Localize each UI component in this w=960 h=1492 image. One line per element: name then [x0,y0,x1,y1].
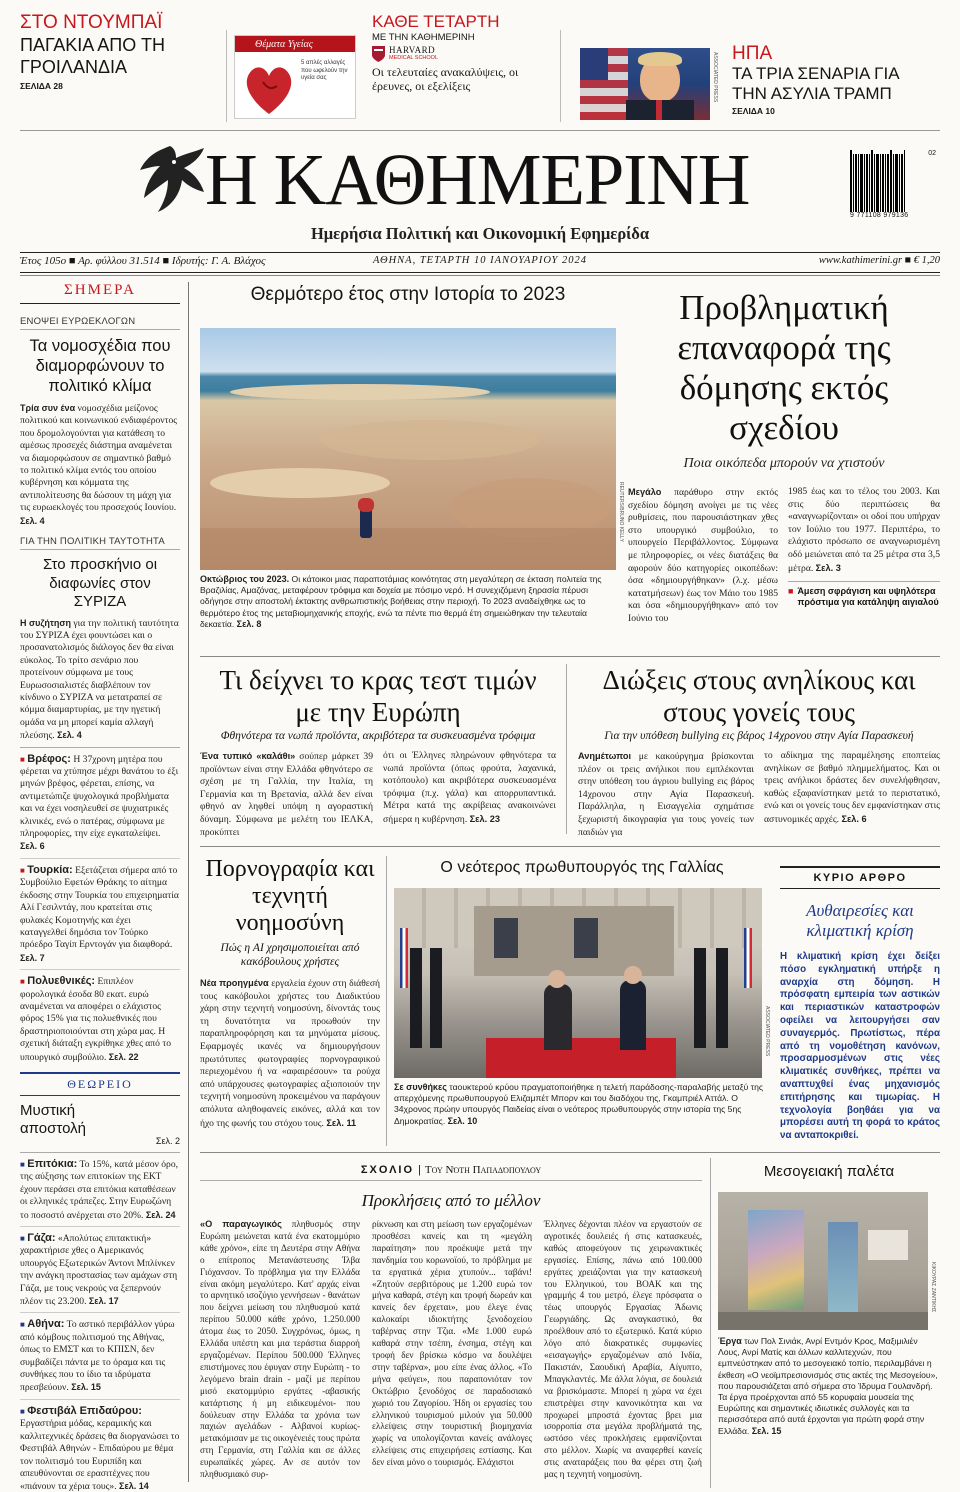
bullying-ref: Σελ. 6 [841,813,867,824]
brief-ref: Σελ. 22 [108,1051,139,1062]
crash-test-story[interactable] [200,664,556,838]
crash-lead: Ένα τυπικό «καλάθι» [200,751,296,761]
brief-text: Το 15%, κατά μέσον όρο, της αύξησης των επιτοκίων της ΕΚΤ έχουν περάσει στα επιτόκια καταθέσεων οι ελληνικές τράπεζες. Στην Ευρωζώνη το ποσοστό ανέρχεται στο 20%. [20,1158,179,1221]
barcode [850,150,936,230]
theoreio-title: Μυστική αποστολή [20,1101,87,1137]
masthead-subtitle: Ημερήσια Πολιτική και Οικονομική Εφημερίδα [310,224,650,243]
ai-ref: Σελ. 11 [326,1117,357,1128]
brief-ref: Σελ. 17 [88,1296,119,1307]
heart-illustration-icon [239,54,299,119]
story-body: νομοσχέδια μείζονος πολιτικού και κοινωνικού ενδιαφέροντος που δρομολογούνται για κατάθεση το αμέσως προσεχές διάστημα αναμένεται να διαμορφώσουν σε σημαντικό βαθμό το πολιτικό κλίμα εντός του οποίου κυβέρνηση και κόμματα της αντιπολίτευσης θα δώσουν τη μάχη για τις ευρωεκλογές του προσεχούς Ιουνίου. [20,403,178,514]
brief-text: Εξετάζεται σήμερα από το Συμβούλιο Εφετών Θράκης το αίτημα έκδοσης στην Τουρκία του επιχειρηματία Αλί Γεσιλντάγ, που κρατείται στις φυλακές Κομοτηνής και έχει καταγγελθεί δημόσια τον Τούρκο πρόεδρο Ταγίπ Ερντογάν για διαφθορά. [20,864,179,951]
brief-lead: Βρέφος: [27,752,71,765]
story-kicker: ΓΙΑ ΤΗΝ ΠΟΛΙΤΙΚΗ ΤΑΥΤΟΤΗΤΑ [20,536,180,550]
bullying-subtitle: Για την υπόθεση bullying εις βάρος 14χρονου στην Αγία Παρασκευή [604,730,914,742]
trump-photo [580,48,710,120]
brief-ref: Σελ. 15 [71,1382,101,1393]
brief-text: Εργαστήρια μόδας, κεραμικής και καλλιτεχνικές δράσεις θα διοργανώσει το Φεστιβάλ Αθηνών - Επιδαύρου με θέμα τον πολιτισμό του Ευριπίδη και απευθύνονται σε ερασιτέχνες που «πιάνουν τα χέρια τους». [20,1418,180,1492]
crash-ref: Σελ. 23 [469,813,500,824]
photo-credit: ΚΙΚΟΥΡΑΣ ΖΑΝΤΙΚΗΣ [930,1262,936,1313]
lead-col2-text: 1985 έως και το τέλος του 2003. Και στις δύο περιπτώσεις θα «αναγνωρίζονται» οι οδοί που υπήρχαν τον Ιούλιο του 1977. Περιπτέρω, το ελάχιστο πρόσωπο σε αναγνωρισμένη οδό μειώνεται από τα 25 μέτρα στα 3,5 μέτρα. [788,486,940,574]
story-body: για την πολιτική ταυτότητα του ΣΥΡΙΖΑ έχει φουντώσει και ο προσανατολισμός διάλογος δεν θα είναι εύκολος. Το τρίτο σενάριο που προτείνουν σύμφωνα με τους Ευρωσοσιαλιστές διαβλέπουν τον κίνδυνο ο ΣΥΡΙΖΑ να μετατραπεί σε κόμμα διαμαρτυρίας, με την ηγετική ομάδα να μη μπορεί καμία αλλαγή πλεύσης. [20,617,179,742]
lead-headline: Προβληματική επαναφορά της δόμησης εκτός σχεδίου [677,288,891,447]
climate-title: Θερμότερο έτος στην Ιστορία το 2023 [250,284,566,305]
brief-lead: Πολυεθνικές: [27,975,96,988]
teaser-title: ΠΑΓΑΚΙΑ ΑΠΟ ΤΗ ΓΡΟΙΛΑΝΔΙΑ [20,35,165,77]
crash-column-2 [383,750,556,839]
brief-ref: Σελ. 7 [20,952,45,963]
comment-header: ΣΧΟΛΙΟ [360,1164,415,1176]
bullying-headline: Διώξεις στους ανηλίκους και στους γονείς τους [602,665,916,727]
exhibition-caption [718,1336,940,1437]
insert-blurb: 5 απλές αλλαγές που ωφελούν την υγεία σας [301,60,348,81]
amazon-drought-photo [200,328,616,570]
bullying-column-1 [578,750,754,839]
exhibition-story[interactable] [718,1162,940,1488]
health-insert-thumbnail[interactable] [234,35,356,119]
brief-lead: Γάζα: [27,1232,56,1244]
masthead-title: Η ΚΑΘΗΜΕΡΙΝΗ [205,139,750,220]
issue-date: ΑΘΗΝΑ, ΤΕΤΑΡΤΗ 10 ΙΑΝΟΥΑΡΙΟΥ 2024 [373,255,587,266]
sidebar-briefs [20,747,180,1064]
sidebar-briefs-2 [20,1152,180,1492]
brief-lead: Τουρκία: [27,863,73,876]
lead-subtitle: Ποια οικόπεδα μπορούν να χτιστούν [683,456,885,471]
photo-credit: ASSOCIATED PRESS [764,1006,770,1057]
related-text: Άμεση σφράγιση και υψηλότερα πρόστιμα για κατάληψη αιγιαλού [797,586,939,608]
editorial-header: ΚΥΡΙΟ ΑΡΘΡΟ [780,866,940,889]
teaser-kicker: ΚΑΘΕ ΤΕΤΑΡΤΗ [372,12,500,31]
teaser-kicker: ΗΠΑ [732,43,773,64]
comment-author: Του Νότη Παπαδόπουλου [424,1164,542,1176]
comment-column-2 [372,1219,532,1481]
brief-text: «Απολύτως επιτακτική» χαρακτήρισε χθες ο Αμερικανός υπουργός Εξωτερικών Άντονι Μπλίνκεν την ανάγκη προστασίας των αμάχων στη Γάζα, με τους νεκρούς να ξεπερνούν πλέον τις 23.200. [20,1233,178,1308]
crash-headline: Τι δείχνει το κρας τεστ τιμών με την Ευρώπη [219,665,537,727]
story-title: Τα νομοσχέδια που διαμορφώνουν το πολιτικό κλίμα [29,337,171,395]
harvard-shield-icon [372,46,385,62]
teaser-text: Οι τελευταίες ανακαλύψεις, οι έρευνες, οι εξελίξεις [372,65,519,93]
lead-ref: Σελ. 3 [815,562,841,573]
handover-ceremony-photo [394,888,762,1078]
brand-sub: MEDICAL SCHOOL [389,55,439,61]
sidebar-today [20,282,180,1492]
story-ref: Σελ. 4 [57,730,82,741]
caption-ref: Σελ. 10 [447,1115,478,1126]
theoreio-ref: Σελ. 2 [155,1135,180,1146]
comment-col2-text: ρίκνωση και στη μείωση των εργαζομένων προσθέσει κανείς και τη «μεγάλη παραίτηση» που προέκυψε μετά την πανδημία του κορωνοϊού, το πρόβλημα με τα εργατικά χέρια χτυπούν... ταβάνι! «Ζητούν σερβιτόρους με 1.200 ευρώ τον μήνα καθαρά, στέγη και τροφή δωρεάν και κανείς δεν έρχεται», μου έλεγε ένας καλοκαίρι ιδιοκτήτης ξενοδοχείου ταβέρνας στην Τζια. «Με 1.000 ευρώ καθαρά στην τσέπη, ένσημα, στέγη και τροφή δεν βρίσκω κόσμο να δουλέψει στην ταβέρνα», μου είπε ένας άλλος. «Το μήνα φεύγει», που παραπονιόταν τον Οκτώβριο ξενοδόχος σε παραδοσιακό χωριό του Ζαγορίου. Ήδη οι εργασίες του ελληνικού τουρισμού μιλούν για 50.000 ελλείψεις στην τουριστική βιομηχανία χωρίς να υπολογίζονται κανείς ανάλογες ελλείψεις στις επιχειρήσεις εστίασης. Και δεν είναι μόνο ο τουρισμός. Ελάχιστοι [372,1219,532,1468]
brief-ref: Σελ. 14 [119,1481,149,1492]
caption-lead: Σε συνθήκες [394,1082,447,1092]
teaser-dubai[interactable] [20,12,220,124]
brief-ref: Σελ. 6 [20,841,45,852]
photo-credit: REUTERS/BRUNO KELLY [618,482,624,542]
editorial-title: Αυθαιρεσίες και κλιματική κρίση [806,901,914,940]
caption-ref: Σελ. 15 [751,1425,782,1436]
story-kicker: ΕΝΟΨΕΙ ΕΥΡΩΕΚΛΟΓΩΝ [20,316,180,330]
brand-name: HARVARD [389,45,436,55]
barcode-issue: 02 [928,150,936,157]
bullying-story[interactable] [578,664,940,838]
caption-ref: Σελ. 8 [236,618,262,629]
exhibition-title: Μεσογειακή παλέτα [763,1163,895,1180]
crash-subtitle: Φθηνότερα τα νωπά προϊόντα, ακριβότερα τα συσκευασμένα τρόφιμα [220,730,536,742]
bullying-col1-text: με κακούργημα βρίσκονται πλέον οι τρεις ανήλικοι που εμπλέκονται στην υπόθεση του άγριου bullying εις βάρος 14χρονου στην Αγία Παρασκευή. Παράλληλα, η Εισαγγελία σχημάτισε ξεχωριστή δικογραφία για τους γονείς των παιδιών για [578,751,754,838]
lead-column-2 [788,486,940,575]
ai-subtitle: Πώς η AI χρησιμοποιείται από κακόβουλους χρήστες [220,942,360,968]
brief-item[interactable]: ■ Αθήνα: Το αστικό περιβάλλον γύρω από κόμβους πολιτισμού της Αθήνας, όπως το ΕΜΣΤ και το ΚΠΙΣΝ, δεν συμβαδίζει πάντα με το όραμα και τις συνθήκες που το ίδιο τα ιδρύματα πρεσβεύουν. Σελ. 15 [20,1312,180,1394]
france-caption [394,1082,770,1127]
teaser-sub: ΜΕ ΤΗΝ ΚΑΘΗΜΕΡΙΝΗ [372,32,475,43]
bullying-lead: Ανημέτωποι [578,751,632,761]
story-lead: Τρία συν ένα [20,403,76,413]
ai-body [200,977,380,1130]
teaser-page: ΣΕΛΙΔΑ 10 [732,106,775,116]
teaser-harvard[interactable] [372,12,544,124]
lead-story[interactable] [628,288,940,648]
comment-title: Προκλήσεις από το μέλλον [361,1191,541,1210]
france-story[interactable] [394,856,770,1146]
crash-column-1 [200,750,373,839]
lead-related-box[interactable] [788,581,940,608]
story-ref: Σελ. 4 [20,515,45,526]
brief-item[interactable]: ■ Γάζα: «Απολύτως επιτακτική» χαρακτήρισε χθες ο Αμερικανός υπουργός Εξωτερικών Άντονι Μπλίνκεν την ανάγκη προστασίας των αμάχων στη Γάζα, με τους νεκρούς να ξεπερνούν πλέον τις 23.200. Σελ. 17 [20,1226,180,1308]
bullying-col2-text: το αδίκημα της παραμέλησης εποπτείας ανηλίκων σε βαθμό πλημμελήματος. Και οι τρεις ανήλικοι δράστες δεν συνελήφθησαν, καθώς εξαφανίστηκαν μετά το περιστατικό, ενώ και οι γονείς τους δεν εμφανίστηκαν στις αστυνομικές αρχές. [764,750,940,825]
ai-headline: Πορνογραφία και τεχνητή νοημοσύνη [205,856,375,936]
brief-item[interactable]: ■ Τουρκία: Εξετάζεται σήμερα από το Συμβούλιο Εφετών Θράκης το αίτημα έκδοσης στην Τουρκία του επιχειρηματία Αλί Γεσιλντάγ, που κρατείται στις φυλακές Κομοτηνής και έχει καταγγελθεί δημόσια τον Τούρκο πρόεδρο Ταγίπ Ερντογάν για διαφθορά. Σελ. 7 [20,858,180,965]
brief-item[interactable]: ■ Βρέφος: Η 37χρονη μητέρα που φέρεται να χτύπησε μέχρι θανάτου το έξι μηνών βρέφος, φέρεται, επίσης, να αντιμετώπιζε ψυχολογικά προβλήματα και να έχει νοσηλευθεί σε ψυχιατρικές κλινικές, ενώ ο πατέρας, σύμφωνα με πληροφορίες, την είχε εγκαταλείψει. Σελ. 6 [20,752,179,852]
brief-ref: Σελ. 24 [145,1209,176,1220]
crash-col1-text: σούπερ μάρκετ 39 προϊόντων είναι στην Ελλάδα φθηνότερο σε σχέση με τη Γαλλία, την Ιταλία, τη Γερμανία και τη Βρετανία, αλλά δεν είναι φθηνό αν ληφθεί υπόψη η αγοραστική δύναμη. Σύμφωνα με μελέτη του ΙΕΛΚΑ, προκύπτει [200,751,373,838]
teaser-title: ΤΑ ΤΡΙΑ ΣΕΝΑΡΙΑ ΓΙΑ ΤΗΝ ΑΣΥΛΙΑ ΤΡΑΜΠ [732,64,899,103]
website-price: www.kathimerini.gr ■ € 1,20 [818,255,940,266]
ai-body-text: εργαλεία έχουν στη διάθεσή τους κακόβουλοι χρήστες του Διαδικτύου χάρη στην τεχνητή νοημοσύνη, δίνοντάς τους τη δυνατότητα να προωθούν την παραπληροφόρηση και τα μηνύματα μίσους. Εφαρμογές ικανές να δημιουργήσουν πρωτότυπες φωτογραφίες πορνογραφικού περιεχομένου ή να «αφαιρέσουν» τα ρούχα από υπάρχουσες φωτογραφίες αξιοποιούν την τεχνητή νοημοσύνη προκειμένου να παράγουν απόλυτα αληθοφανείς εικόνες, αλλά και τον ήχο της φωνής του στόχου τους. [200,978,381,1129]
issue-info: Έτος 105ο ■ Αρ. φύλλου 31.514 ■ Ιδρυτής: Γ. Α. Βλάχος [20,255,266,267]
caption-lead: Οκτώβριος του 2023. [200,574,290,584]
brief-lead: Φεστιβάλ Επιδαύρου: [27,1404,142,1417]
brief-text: Η 37χρονη μητέρα που φέρεται να χτύπησε μέχρι θανάτου το έξι μηνών βρέφος, φέρεται, επίσης, να αντιμετώπιζε ψυχολογικά προβλήματα και να έχει νοσηλευθεί σε ψυχιατρικές κλινικές, ενώ ο πατέρας, σύμφωνα με πληροφορίες, την είχε εγκαταλείψει. [20,753,179,840]
theoreio-box[interactable] [20,1072,180,1146]
brief-lead: Αθήνα: [27,1318,65,1331]
france-title: Ο νεότερος πρωθυπουργός της Γαλλίας [440,859,724,876]
brief-item[interactable]: ■ Πολυεθνικές: Επιπλέον φορολογικά έσοδα 80 εκατ. ευρώ αναμένεται να αποφέρει ο ελάχιστος φόρος 15% για τις πολυεθνικές που δραστηριοποιούνται στη χώρα μας. Η σχετική διάταξη εγκρίθηκε χθες από το υπουργικό συμβούλιο. Σελ. 22 [20,969,180,1064]
caption-text: ταουκτερού κρύου πραγματοποιήθηκε η τελετή παράδοσης-παραλαβής μεταξύ της απερχόμενης πρωθυπουργού Ελιζαμπέτ Μπορν και του διαδόχου της, Γκαμπριέλ Αττάλ. Ο 34χρονος πρώην υπουργός Παιδείας είναι ο νεότερος πρωθυπουργός στην ιστορία της 5ης Δημοκρατίας. [394,1082,763,1126]
comment-column[interactable]: ΣΧΟΛΙΟ | Του Νότη Παπαδόπουλου Προκλήσεις από το μέλλον «Ο παραγωγικός πληθυσμός στην Ευρώπη μειώνεται κατά ένα εκατομμύριο κάθε χρόνο», είπε τη Δευτέρα στην Αθήνα ο επίτροπος Μετανάστευσης Ίλβα Γιόχανσον. Το πρόβλημα για την Ελλάδα είναι ακόμη μεγαλύτερο. Κατ' αρχάς είναι το αρνητικό ισοζύγιο γεννήσεων - θανάτων που δείχνει μείωση του πληθυσμού κατά περίπου 50.000 κάθε χρόνο, 1.250.000 άτομα έως το 2050. Συγχρόνως, όμως, η Ελλάδα υπέστη και μια τεράστια διαρροή εργαζομένων. Περίπου 500.000 Έλληνες επιστήμονες που έφυγαν στην Ευρώπη - το λεγόμενο brain drain - μαζί με περίπου μισό εκατομμύριο εργάτες -αβασικής κατάρτισης ή μη ειδικευμένοι- που δούλευαν στην Ελλάδα τα χρόνια των παχιών αγελάδων - Αλβανοί κυρίως- μετακόμισαν με τις οικογένειές τους πρώτα στη Γερμανία, στη Γαλλία και σε άλλες ευρωπαϊκές χώρες. Αν σε αυτόν τον πληθυσμιακό συρ- ρίκνωση και στη μείωση των εργαζομένων προσθέσει κανείς και τη «μεγάλη παραίτηση» που προέκυψε μετά την πανδημία του κορωνοϊού, το πρόβλημα με τα εργατικά χέρια χτυπούν... ταβάνι! «Ζητούν σερβιτόρους με 1.200 ευρώ τον μήνα καθαρά, στέγη και τροφή δωρεάν και κανείς δεν έρχεται», μου έλεγε ένας καλοκαίρι ιδιοκτήτης ξενοδοχείου ταβέρνας στην Τζια. «Με 1.000 ευρώ καθαρά στην τσέπη, ένσημα, στέγη και τροφή δεν βρίσκω κόσμο να δουλέψει στην ταβέρνα», μου είπε ένας άλλος. «Το μήνα φεύγει», που παραπονιόταν τον Οκτώβριο ξενοδόχος σε παραδοσιακό χωριό του Ζαγορίου. Ήδη οι εργασίες του ελληνικού τουρισμού μιλούν για 50.000 ελλείψεις στην τουριστική βιομηχανία χωρίς να υπολογίζονται κανείς ανάλογες ελλείψεις στις επιχειρήσεις εστίασης. Και δεν είναι μόνο ο τουρισμός. Ελάχιστοι Έλληνες δέχονται πλέον να εργαστούν σε αγροτικές δουλειές ή στις κατασκευές, καθώς αποφεύγουν τις χειρωνακτικές εργασίες. Επίσης, πάνω από 100.000 εργάτες χρειάζονται για την κατασκευή του Ελληνικού, του ΒΟΑΚ και της γραμμής 4 του μετρό, έλεγε πρόσφατα ο τέως υπουργός Εργασίας Άδωνις Γεωργιάδης. Ως αναγκαστικό, θα προέλθουν από το εξωτερικό. Κατά κύριο λόγο από διακρατικές συμφωνίες «εισαγωγής» εργαζομένων από Ινδία, Πακιστάν, Σαουδική Αραβία, Αίγυπτο, Μπαγκλαντές. Με άλλα λόγια, σε δουλειά να βρισκόμαστε. Μπορεί η χώρα να έχει επιστρέψει στην κανονικότητα και να προχωρεί μπροστά έχοντας βρει μια ισορροπία στα μεγάλα προβλήματά της, ωστόσο νέες προκλήσεις εμφανίζονται στο μέλλον. Χωρίς να αναφερθεί κανείς στις αναταράξεις που θα φέρει στη ζωή μας η τεχνητή νοημοσύνη. [200,1158,702,1488]
ai-story[interactable] [200,856,380,1146]
climate-story[interactable] [200,282,624,652]
story-lead: Η συζήτηση [20,617,71,628]
sidebar-story-syriza[interactable] [20,536,180,743]
teaser-trump[interactable] [732,44,942,124]
brief-lead: Επιτόκια: [27,1157,78,1170]
caption-text: των Πολ Σινιάκ, Ανρί Εντμόν Κρος, Μαξιμιλιέν Λους, Ανρί Ματίς και άλλων καλλιτεχνών, που εμπνεύστηκαν από το μεσογειακό τοπίο, περιλαμβάνει η έκθεση «Ο νεοϊμπρεσιονισμός στις ακτές της Μεσογείου», που παρουσιάζεται από σήμερα στο Ίδρυμα Γουλανδρή. Τα έργα προέρχονται από 55 κορυφαία μουσεία της Ευρώπης και σημαντικές ιδιωτικές συλλογές και τα περισσότερα από αυτά έρχονται για πρώτη φορά στην Ελλάδα. [718,1336,938,1436]
brief-item[interactable]: ■ Επιτόκια: Το 15%, κατά μέσον όρο, της αύξησης των επιτοκίων της ΕΚΤ έχουν περάσει στα επιτόκια καταθέσεων οι ελληνικές τράπεζες. Στην Ευρωζώνη το ποσοστό ανέρχεται στο 20%. Σελ. 24 [20,1157,179,1221]
comment-lead: «Ο παραγωγικός [200,1219,282,1229]
comment-column-3 [544,1219,702,1481]
comment-col1-text: πληθυσμός στην Ευρώπη μειώνεται κατά ένα εκατομμύριο κάθε χρόνο», είπε τη Δευτέρα στην Αθήνα ο επίτροπος Μετανάστευσης Ίλβα Γιόχανσον. Το πρόβλημα για την Ελλάδα είναι ακόμη μεγαλύτερο. Κατ' αρχάς είναι το αρνητικό ισοζύγιο γεννήσεων - θανάτων που δείχνει μείωση του πληθυσμού κατά περίπου 50.000 κάθε χρόνο, 1.250.000 άτομα έως το 2050. Συγχρόνως, όμως, η Ελλάδα υπέστη και μια τεράστια διαρροή εργαζομένων. Περίπου 500.000 Έλληνες επιστήμονες που έφυγαν στην Ευρώπη - το λεγόμενο brain drain - μαζί με περίπου μισό εκατομμύριο εργάτες -αβασικής κατάρτισης ή μη ειδικευμένοι- που δούλευαν στην Ελλάδα τα χρόνια των παχιών αγελάδων - Αλβανοί κυρίως- μετακόμισαν με τις οικογένειές τους πρώτα στη Γερμανία, στη Γαλλία και σε άλλες ευρωπαϊκές χώρες. Αν σε αυτόν τον πληθυσμιακό συρ- [200,1219,361,1480]
caption-lead: Έργα [718,1336,742,1346]
lead-column-1 [628,486,778,626]
lead-lead: Μεγάλο [628,487,662,497]
crash-col2-text: ότι οι Έλληνες πληρώνουν φθηνότερα τα νωπά προϊόντα (όπως φρούτα, λαχανικά, κοτόπουλο) και ακριβότερα συσκευασμένα τρόφιμα (π.χ. γάλα) και απορρυπαντικά. Μέτρα κατά της ακρίβειας ανακοινώνει σήμερα η κυβέρνηση. [383,750,556,825]
teaser-page: ΣΕΛΙΔΑ 28 [20,81,63,91]
brief-item[interactable]: ■ Φεστιβάλ Επιδαύρου: Εργαστήρια μόδας, κεραμικής και καλλιτεχνικές δράσεις θα διοργανώσει το Φεστιβάλ Αθηνών - Επιδαύρου με θέμα τον πολιτισμό του Ευριπίδη και απευθύνονται σε ερασιτέχνες που «πιάνουν τα χέρια τους». Σελ. 14 [20,1399,180,1492]
teaser-kicker: ΣΤΟ ΝΤΟΥΜΠΑΪ [20,12,163,33]
sidebar-story-euro[interactable] [20,316,180,528]
exhibition-gallery-photo [718,1192,928,1330]
ai-lead: Νέα προηγμένα [200,978,269,988]
bullying-column-2 [764,750,940,839]
comment-col3-text: Έλληνες δέχονται πλέον να εργαστούν σε αγροτικές δουλειές ή στις κατασκευές, καθώς αποφεύγουν τις χειρωνακτικές εργασίες. Επίσης, πάνω από 100.000 εργάτες χρειάζονται για την κατασκευή του Ελληνικού, του ΒΟΑΚ και της γραμμής 4 του μετρό, έλεγε πρόσφατα ο τέως υπουργός Εργασίας Άδωνις Γεωργιάδης. Ως αναγκαστικό, θα προέλθουν από το εξωτερικό. Κατά κύριο λόγο από διακρατικές συμφωνίες «εισαγωγής» εργαζομένων από Ινδία, Πακιστάν, Σαουδική Αραβία, Αίγυπτο, Μπαγκλαντές. Με άλλα λόγια, σε δουλειά να βρισκόμαστε. Μπορεί η χώρα να έχει επιστρέψει στην κανονικότητα και να προχωρεί μπροστά έχοντας βρει μια ισορροπία στα μεγάλα προβλήματά της, ωστόσο νέες προκλήσεις εμφανίζονται στο μέλλον. Χωρίς να αναφερθεί κανείς στις αναταράξεις που θα φέρει στη ζωή μας η τεχνητή νοημοσύνη. [544,1219,702,1480]
brief-text: Το αστικό περιβάλλον γύρω από κόμβους πολιτισμού της Αθήνας, όπως το ΕΜΣΤ και το ΚΠΙΣΝ, δεν συμβαδίζει πάντα με το όραμα και τις συνθήκες που το ίδιο τα ιδρύματα πρεσβεύουν. [20,1319,175,1394]
comment-column-1 [200,1219,360,1481]
insert-title: Θέματα Υγείας [255,38,313,50]
photo-credit: ASSOCIATED PRESS [712,52,718,103]
masthead-logo-icon [130,140,210,218]
climate-caption [200,574,616,630]
sidebar-header: ΣΗΜΕΡΑ [20,282,180,304]
bullet-icon: ■ [788,586,794,597]
story-title: Στο προσκήνιο οι διαφωνίες στον ΣΥΡΙΖΑ [42,556,158,611]
theoreio-header: ΘΕΩΡΕΙΟ [20,1072,180,1096]
lead-col1-text: παράθυρο στην εκτός σχεδίου δόμηση ανοίγει με τις νέες ρυθμίσεις, που παρουσιάστηκαν χθες στο υπουργικό συμβούλιο, το υπουργείο Περιβάλλοντος. Σύμφωνα με πληροφορίες, οι νέες διατάξεις θα αφορούν δύο κατηγορίες οικοπέδων: όσα «δημιουργήθηκαν» (λ.χ. μέσω κατατμήσεων) έως τον Μάιο του 1985 και όσα «δημιουργήθηκαν» από τον Ιούνιο του [628,487,778,624]
editorial-body: Η κλιματική κρίση έχει δείξει πόσο εγκληματική υπήρξε η αναρχία στη δόμηση. Η πρόσφατη εμπειρία των αστικών και περιαστικών καταστροφών οφείλει να λειτουργήσει σαν συναγερμός. Πρωτίστως, πέρα από τη νομοθέτηση κανόνων, προσαρμοσμένων στις νέες κλιματικές συνθήκες, πρέπει να αναπτυχθεί ένας μηχανισμός επιτήρησης και τιμωρίας. Η τεχνολογία βοηθάει για να μπορέσει αυτή τη φορά το κράτος να ανταποκριθεί. [780,951,940,1142]
editorial-box[interactable] [780,866,940,1142]
brief-text: Επιπλέον φορολογικά έσοδα 80 εκατ. ευρώ αναμένεται να αποφέρει ο ελάχιστος φόρος 15% για τις πολυεθνικές που δραστηριοποιούνται στη χώρα μας. Η σχετική διάταξη εγκρίθηκε χθες από το υπουργικό συμβούλιο. [20,976,171,1063]
caption-text: Οι κάτοικοι μιας παραποτάμιας κοινότητας στη μεγαλύτερη σε έκταση πολιτεία της Βραζιλίας, Αμαζόνας, μεταφέρουν τρόφιμα και δοχεία με πόσιμο νερό. Η συνεχιζόμενη ξηρασία πέρυσι οδήγησε στην αποστολή έκτακτης ανθρωπιστικής βοήθειας στην περιοχή. Το 2023 αναδείχθηκε ως το θερμότερο έτος της μεταβιομηχανικής εποχής, ενώ τα πέντε πιο θερμά έτη σημειώθηκαν την τελευταία δεκαετία. [200,574,602,629]
barcode-digits: 9 771108 979136 [850,212,909,219]
